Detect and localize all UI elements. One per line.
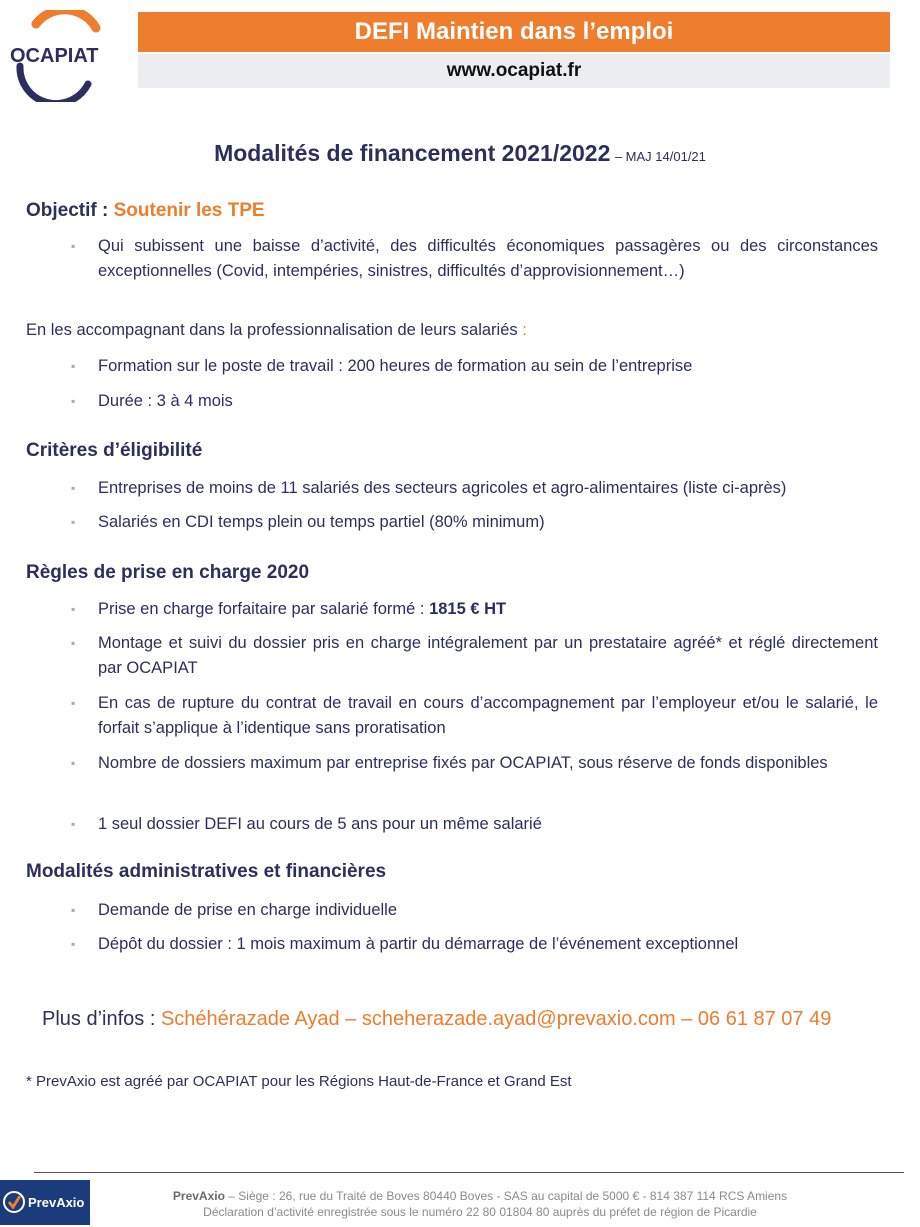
list-item: ▪ Salariés en CDI temps plein ou temps partiel (80% minimum) xyxy=(98,510,878,535)
footer-logo-text: PrevAxio xyxy=(28,1195,85,1210)
list-item: ▪ Montage et suivi du dossier pris en charge intégralement par un prestataire agréé* et réglé directement par OCAPIAT xyxy=(98,631,878,681)
footer-line1-rest: – Siège : 26, rue du Traité de Boves 80440 Boves - SAS au capital de 5000 € - 814 387 114 RCS Amiens xyxy=(224,1189,788,1203)
footer-line2: Déclaration d’activité enregistrée sous le numéro 22 80 01804 80 auprès du préfet de région de Picardie xyxy=(203,1205,757,1219)
heading-objective xyxy=(26,200,265,222)
banner-title: DEFI Maintien dans l’emploi xyxy=(138,12,890,52)
footer xyxy=(100,1188,860,1220)
title-main: Modalités de financement 2021/2022 xyxy=(214,140,611,166)
list-item xyxy=(98,597,878,622)
heading-objective-prefix: Objectif : xyxy=(26,200,114,221)
list-item: ▪ Durée : 3 à 4 mois xyxy=(98,389,878,414)
website-link[interactable]: www.ocapiat.fr xyxy=(138,54,890,88)
footnote: * PrevAxio est agréé par OCAPIAT pour les Régions Haut-de-France et Grand Est xyxy=(26,1073,572,1090)
logo-text: OCAPIAT xyxy=(10,45,99,67)
prevaxio-logo xyxy=(0,1180,90,1225)
title-update: – MAJ 14/01/21 xyxy=(614,149,706,164)
list-item: ▪ En cas de rupture du contrat de travail en cours d’accompagnement par l’employeur et/ou le salarié, le forfait s’applique à l’identique sans proratisation xyxy=(98,691,878,741)
heading-rules: Règles de prise en charge 2020 xyxy=(26,562,310,583)
list-item: ▪ Demande de prise en charge individuelle xyxy=(98,898,878,923)
list-item: ▪ 1 seul dossier DEFI au cours de 5 ans pour un même salarié xyxy=(98,812,878,837)
footer-divider xyxy=(34,1172,904,1173)
heading-objective-highlight: Soutenir les TPE xyxy=(113,200,265,221)
list-item: ▪ Nombre de dossiers maximum par entreprise fixés par OCAPIAT, sous réserve de fonds disponibles xyxy=(98,751,878,776)
heading-admin: Modalités administratives et financières xyxy=(26,861,387,882)
intro-paragraph xyxy=(26,321,527,340)
contact-info xyxy=(42,1008,831,1031)
contact-prefix: Plus d’infos : xyxy=(42,1008,161,1030)
footer-line1 xyxy=(100,1188,860,1204)
list-item: ▪ Dépôt du dossier : 1 mois maximum à partir du démarrage de l’événement exceptionnel xyxy=(98,932,878,957)
list-item: ▪ Formation sur le poste de travail : 200 heures de formation au sein de l’entreprise xyxy=(98,354,878,379)
ocapiat-logo xyxy=(8,10,108,102)
list-item: ▪ Entreprises de moins de 11 salariés des secteurs agricoles et agro-alimentaires (liste ci-après) xyxy=(98,476,878,501)
heading-eligibility: Critères d’éligibilité xyxy=(26,440,203,461)
list-item: ▪ Qui subissent une baisse d’activité, des difficultés économiques passagères ou des circonstances exceptionnelles (Covid, intempéries, sinistres, difficultés d’approvisionnement…) xyxy=(98,234,878,284)
page-title xyxy=(0,140,920,167)
contact-details[interactable]: Schéhérazade Ayad – scheherazade.ayad@prevaxio.com – 06 61 87 07 49 xyxy=(160,1008,832,1030)
footer-company: PrevAxio xyxy=(172,1189,225,1203)
rules-item1-text: Prise en charge forfaitaire par salarié formé : xyxy=(98,600,430,618)
intro-text: En les accompagnant dans la professionnalisation de leurs salariés xyxy=(26,321,523,339)
intro-colon: : xyxy=(522,321,527,339)
rules-item1-amount: 1815 € HT xyxy=(429,600,507,618)
